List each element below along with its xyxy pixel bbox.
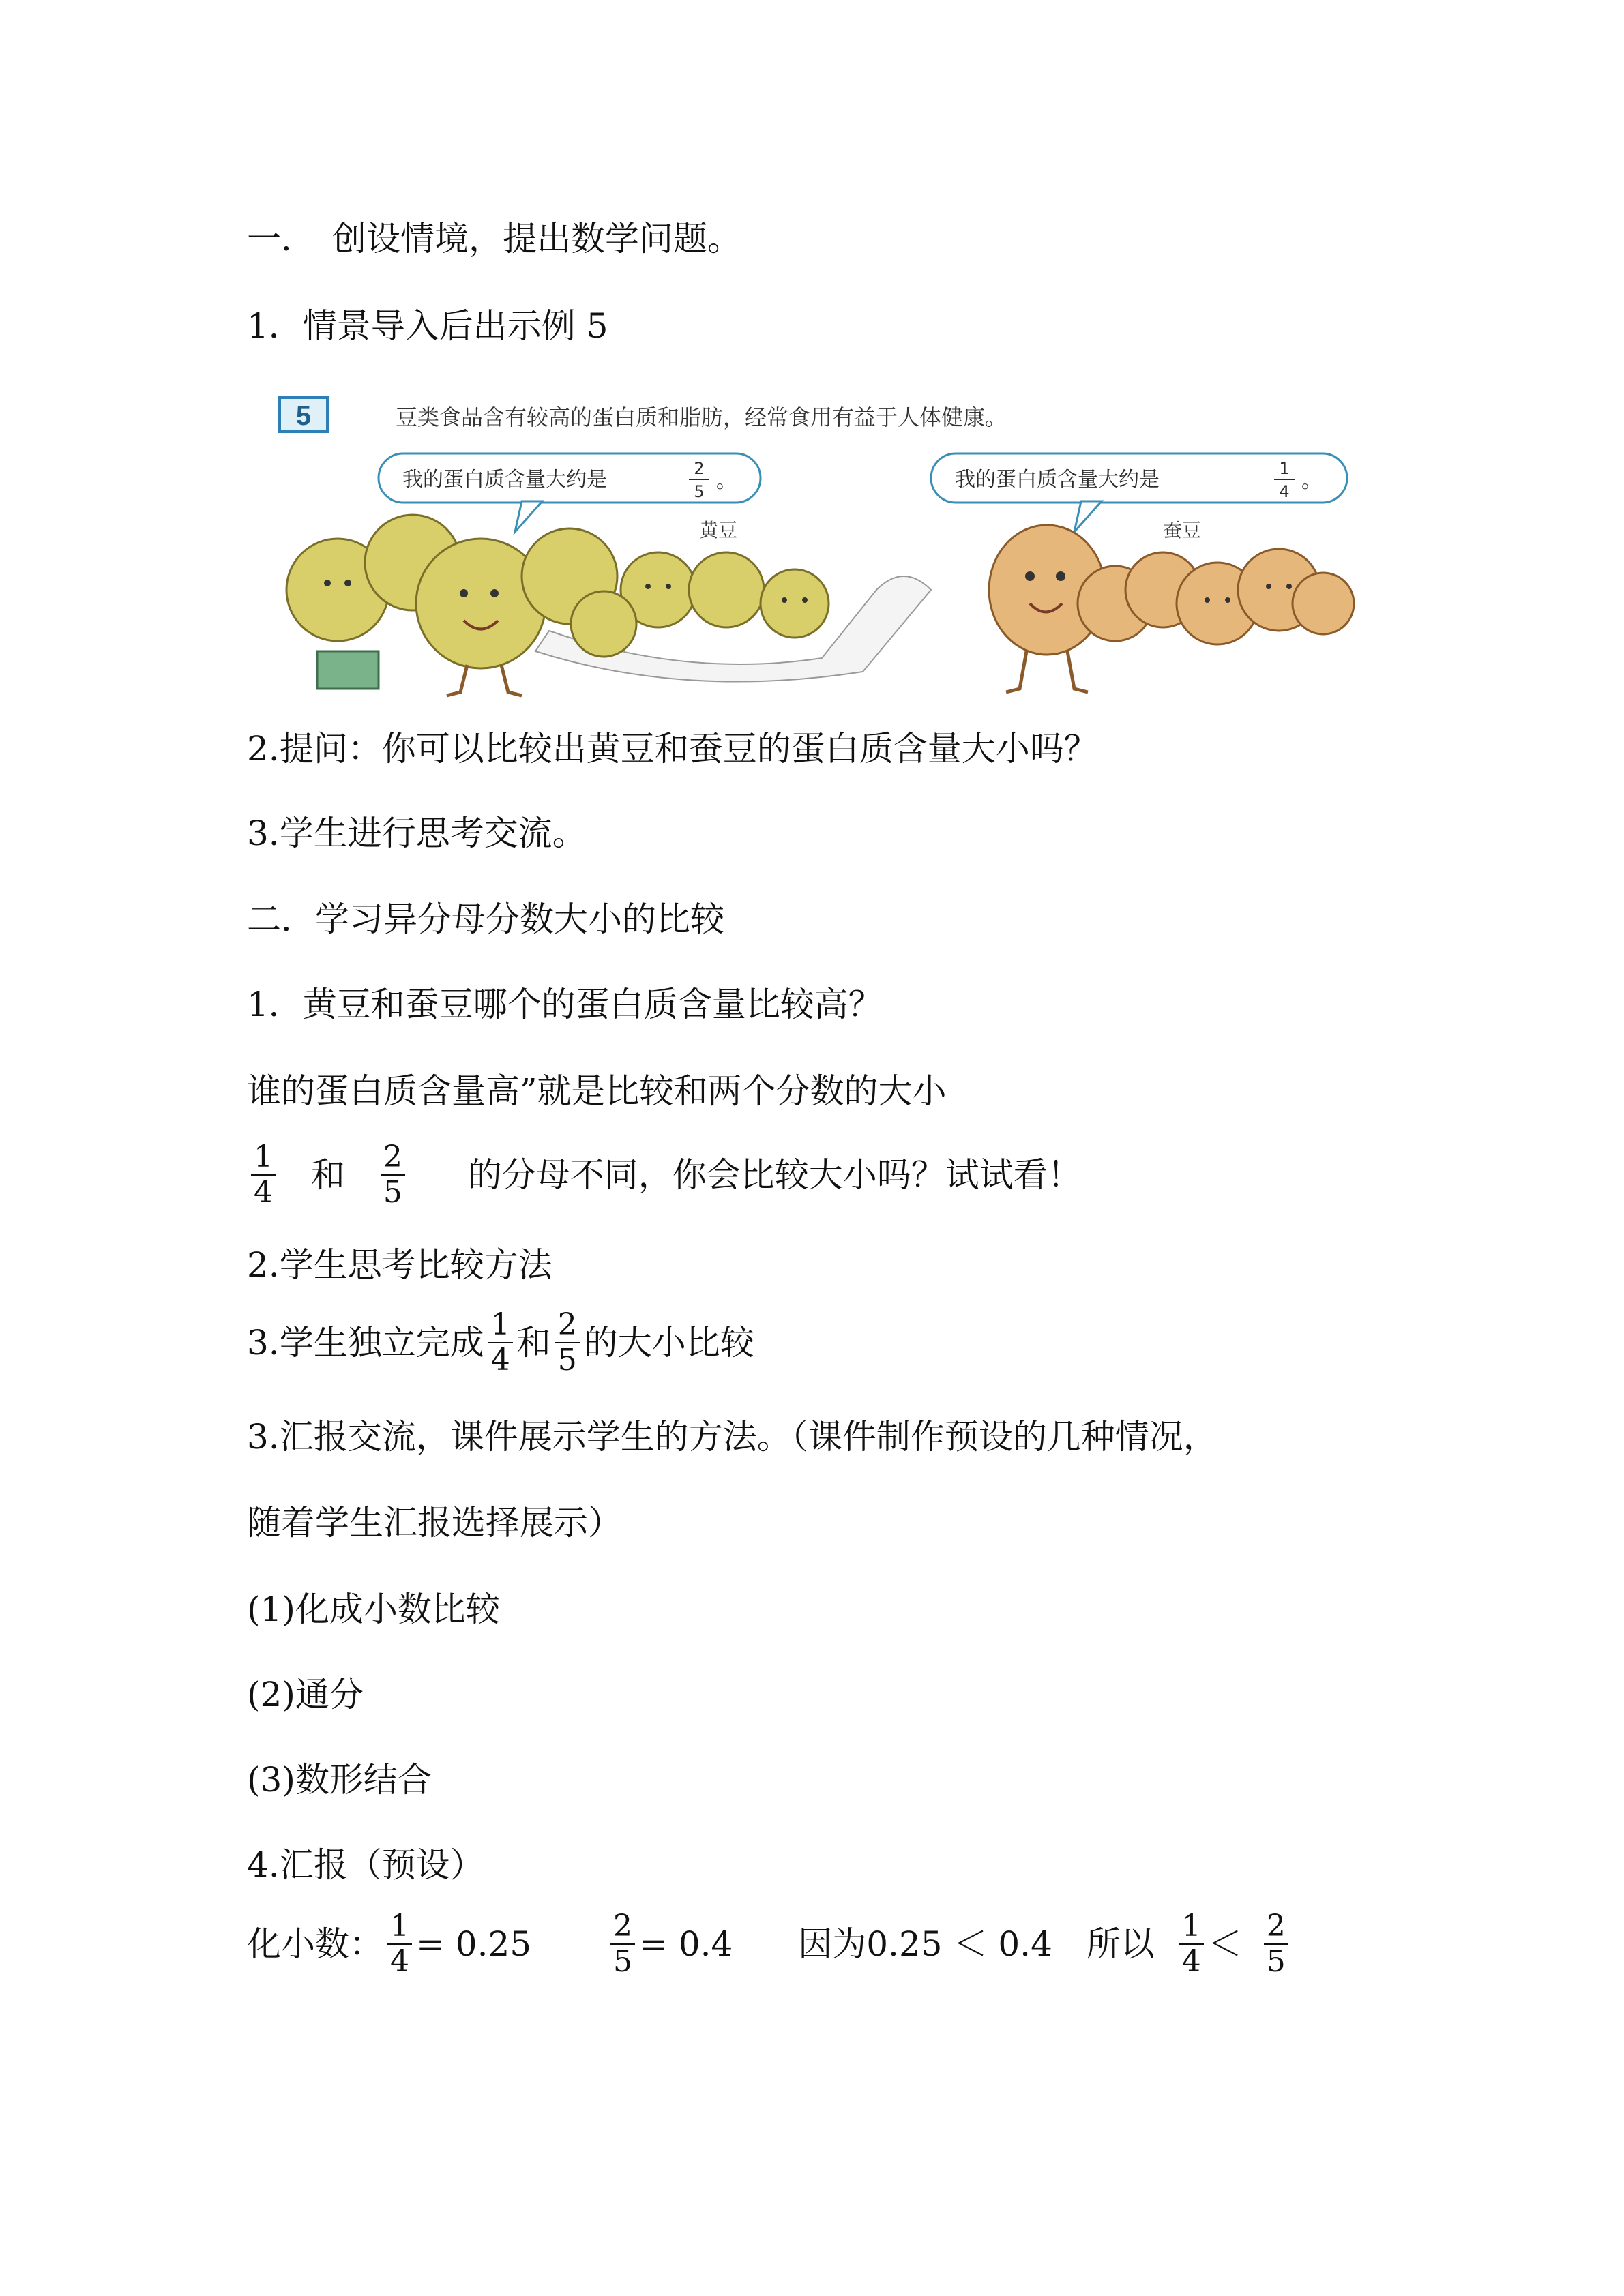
question1: 1．黄豆和蚕豆哪个的蛋白质含量比较高？ (247, 985, 883, 1024)
step-s3b-line1: 3.汇报交流，课件展示学生的方法。（课件制作预设的几种情况， (247, 1417, 1217, 1457)
fraction-b: $\frac{2}{5}$ (610, 1909, 635, 1979)
step-s3b-line2: 随着学生汇报选择展示） (247, 1503, 622, 1542)
fraction-d: $\frac{2}{5}$ (1264, 1909, 1288, 1979)
example-number: 5 (295, 401, 312, 431)
step-s4: 4.汇报（预设） (247, 1845, 484, 1885)
fraction-a: $\frac{1}{4}$ (387, 1909, 412, 1979)
step-s3: 3.学生独立完成 $\frac{1}{4}$ 和 $\frac{2}{5}$ 的大小比较 (247, 1307, 754, 1377)
svg-text:。: 。 (1301, 469, 1322, 493)
fraction-two-fifths-s3: $\frac{2}{5}$ (555, 1308, 580, 1377)
decimal-conversion-line: 化小数： $\frac{1}{4}$ = 0.25 $\frac{2}{5}$ = 0.4 因为0.25 ＜ 0.4 所以 $\frac{1}{4}$ ＜ $\frac{2}{5}$ (247, 1909, 1293, 1979)
svg-text:。: 。 (716, 469, 737, 493)
step3: 3.学生进行思考交流。 (247, 814, 587, 853)
fraction-one-quarter: $\frac{1}{4}$ (251, 1140, 276, 1210)
method3: (3)数形结合 (247, 1760, 432, 1800)
fraction-compare-line: $\frac{1}{4}$ 和 $\frac{2}{5}$ 的分母不同，你会比较大小吗？试试看！ (247, 1140, 1082, 1210)
green-book (317, 651, 379, 689)
example-caption: 豆类食品含有较高的蛋白质和脂肪，经常食用有益于人体健康。 (396, 404, 1007, 430)
method2: (2)通分 (247, 1675, 364, 1714)
fraction-two-fifths: $\frac{2}{5}$ (381, 1140, 405, 1210)
question1-note: 谁的蛋白质含量高”就是比较和两个分数的大小 (247, 1071, 947, 1111)
bubble-left-num: 2 (694, 459, 705, 478)
bubble-right-num: 1 (1279, 459, 1290, 478)
section1-heading: 一． 创设情境，提出数学问题。 (247, 219, 741, 258)
example-illustration (276, 385, 1357, 702)
beans-illustration (276, 385, 1357, 702)
bubble-left-den: 5 (694, 482, 705, 501)
bubble-left-text: 我的蛋白质含量大约是 (402, 468, 607, 492)
method1: (1)化成小数比较 (247, 1590, 500, 1629)
bubble-right-text: 我的蛋白质含量大约是 (955, 468, 1160, 492)
step1: 1．情景导入后出示例 5 (247, 306, 608, 346)
section2-heading: 二．学习异分母分数大小的比较 (247, 899, 724, 939)
fraction-c: $\frac{1}{4}$ (1179, 1909, 1204, 1979)
label-broadbean: 蚕豆 (1163, 519, 1202, 541)
step-s2: 2.学生思考比较方法 (247, 1245, 552, 1285)
bubble-right-den: 4 (1279, 482, 1290, 501)
label-soybean: 黄豆 (699, 519, 738, 541)
step2: 2.提问：你可以比较出黄豆和蚕豆的蛋白质含量大小吗？ (247, 729, 1098, 769)
broadbean-group (989, 525, 1354, 655)
fraction-one-quarter-s3: $\frac{1}{4}$ (488, 1308, 513, 1377)
